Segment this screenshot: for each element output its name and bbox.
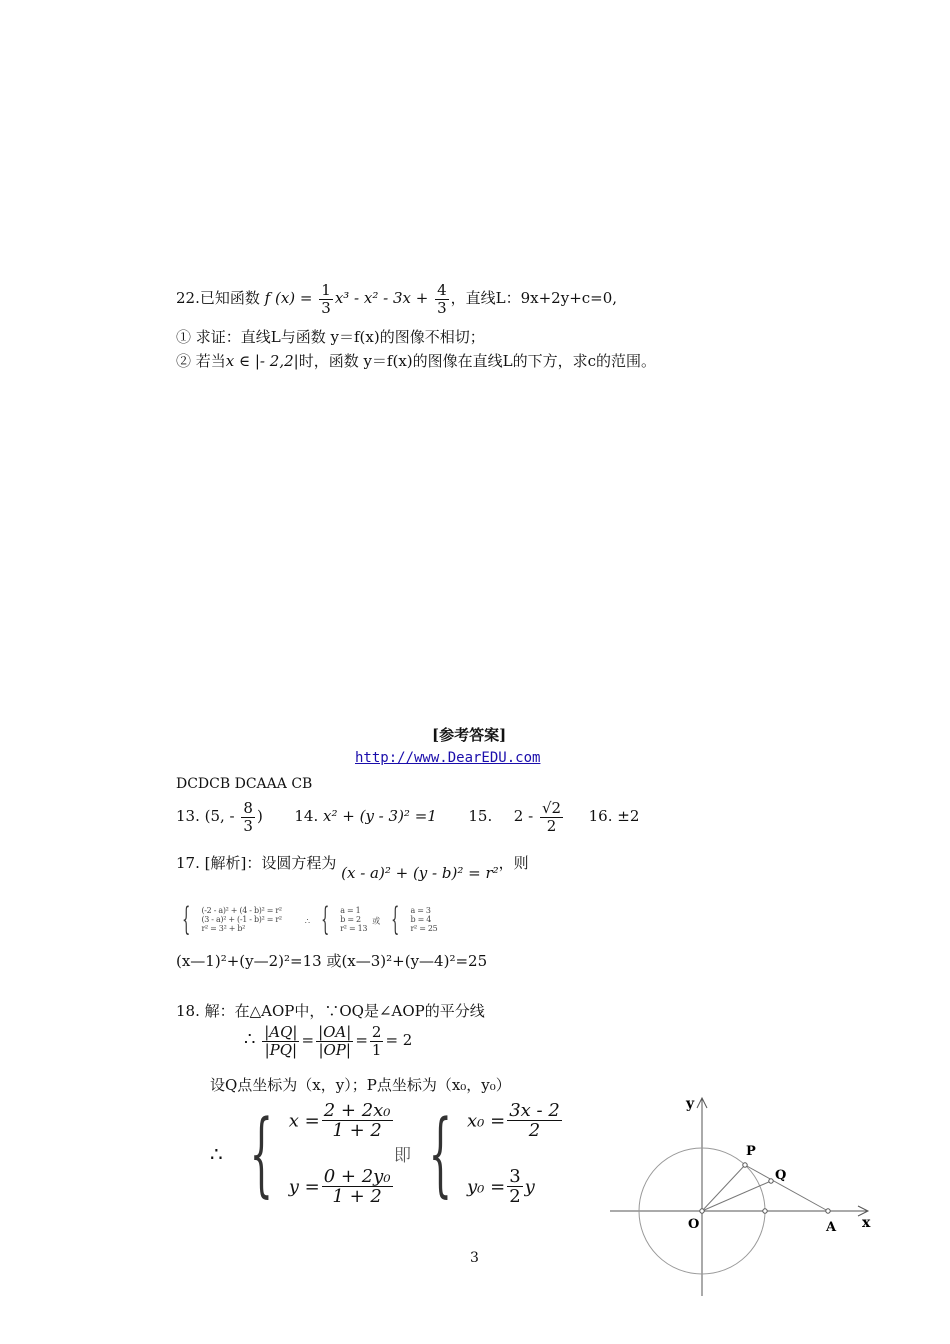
a17-sys-right: a = 3 b = 4 r² = 25 [410,905,438,933]
point-p [743,1163,747,1167]
sys2-y-lhs: y₀ = [467,1175,506,1197]
segment-op [702,1165,745,1211]
a17-sys-mid: a = 1 b = 2 r² = 13 [340,905,368,933]
segment-oq [702,1181,771,1211]
label-o: O [688,1217,700,1232]
q22-fx: f (x) = [264,289,313,307]
sys2-y-tail: y [524,1175,535,1197]
a14-label: 14. [294,807,319,825]
a17-intro: 17. [解析]：设圆方程为 [176,854,337,872]
segment-pa [745,1165,828,1211]
q22-part2-post: 时，函数 y＝f(x)的图像在直线L的下方，求c的范围。 [298,352,657,370]
a17-intro-line [176,852,529,882]
a17-result: (x—1)²+(y—2)²=13 或(x—3)²+(y—4)²=25 [176,952,488,970]
q22-line1 [176,282,617,316]
sys1-y-lhs: y = [288,1175,320,1197]
q22-part2-pre: ② 若当 [176,352,226,370]
a18-intro: 18. 解：在△AOP中，∵OQ是∠AOP的平分线 [176,1002,485,1020]
point-o [700,1209,704,1213]
choice-answers: DCDCB DCAAA CB [176,776,313,792]
a15-expr-pre: 2 - [513,807,534,825]
a14-expr: x² + (y - 3)² =1 [323,807,437,825]
sys2-x-lhs: x₀ = [467,1109,506,1131]
a18-coords: 设Q点坐标为（x，y）；P点坐标为（x₀，y₀） [210,1076,511,1094]
answers-row-13-16 [176,800,639,834]
q22-intro: 已知函数 [199,289,260,307]
a15-label: 15. [468,807,493,825]
a13-frac: $\frac{8}{3}$ [243,799,253,835]
a18-eq-end: = 2 [385,1031,413,1049]
answers-title: [参考答案] [432,726,507,744]
a13-text: 13. (5, - [176,807,235,825]
page-number: 3 [470,1250,479,1266]
a17-or: 或 [372,916,380,926]
sys1-y-frac: $\frac{\text{0 + 2y₀}}{1 + 2}$ [323,1165,391,1208]
a16-label: 16. [588,807,613,825]
a18-ji: 即 [394,1146,411,1166]
q22-label: 22. [176,289,200,307]
q22-frac2: $\frac{4}{3}$ [437,281,447,317]
q22-part2 [176,350,656,371]
q22-line-text: ，直线L：9x+2y+c=0, [450,289,618,307]
a18-f3: $\frac{2}{1}$ [371,1023,382,1059]
q22-part1: ① 求证：直线L与函数 y＝f(x)的图像不相切； [176,328,485,346]
label-a: A [826,1220,837,1235]
geometry-figure [600,1090,890,1300]
a17-therefore: ∴ [304,916,310,926]
q22-frac1: $\frac{1}{3}$ [321,281,331,317]
sys1-x-lhs: x = [288,1109,320,1131]
label-x: x [862,1215,871,1231]
a18-f1: $\frac{|AQ|}{|PQ|}$ [264,1023,298,1059]
sys2-x-frac: $\frac{3x - 2}{2}$ [509,1099,560,1142]
a18-system1-therefore: ∴ [210,1141,223,1166]
a17-eq: (x - a)² + (y - b)² = r² [341,864,499,882]
point-circle-x [763,1209,767,1213]
a17-then: ，则 [498,854,529,872]
label-p: P [746,1144,756,1159]
sys1-x-frac: $\frac{\text{2 + 2x₀}}{1 + 2}$ [323,1099,391,1142]
a13-close: ) [256,807,263,825]
point-q [769,1179,773,1183]
q22-term-rest: x³ - x² - 3x + [334,289,429,307]
a17-systems: { (-2 - a)² + (4 - b)² = r² (3 - a)² + (-1 - b)² = r² r² = 3² + b² ∴ { a = 1 b = 2 r² = 13 或 { a = 3 b = 4 r² = 25 [182,900,438,938]
a15-frac: $\frac{√2}{2}$ [541,799,562,835]
a18-ratio: ∴ $\frac{|AQ|}{|PQ|}$ = $\frac{|OA|}{|OP|}$ = $\frac{2}{1}$ = 2 [244,1023,413,1059]
a17-sys-left: (-2 - a)² + (4 - b)² = r² (3 - a)² + (-1 - b)² = r² r² = 3² + b² [201,905,282,933]
label-y: y [686,1096,695,1112]
a18-f2: $\frac{|OA|}{|OP|}$ [318,1023,352,1059]
answers-link[interactable]: http://www.DearEDU.com [355,750,541,766]
label-q: Q [775,1168,787,1183]
q22-part2-interval: x ∈ |- 2,2| [225,352,299,370]
a18-system2: 即 { x₀ = $\frac{3x - 2}{2}$ y₀ = $\frac{3}{2}$ y [394,1099,560,1208]
a18-therefore: ∴ [244,1029,256,1050]
sys2-y-frac: $\frac{3}{2}$ [509,1165,521,1208]
point-a [826,1209,830,1213]
a16-expr: ±2 [617,807,640,825]
a18-system1: ∴ { x = $\frac{\text{2 + 2x₀}}{1 + 2}$ y = $\frac{\text{0 + 2y₀}}{1 + 2}$ [210,1099,391,1208]
